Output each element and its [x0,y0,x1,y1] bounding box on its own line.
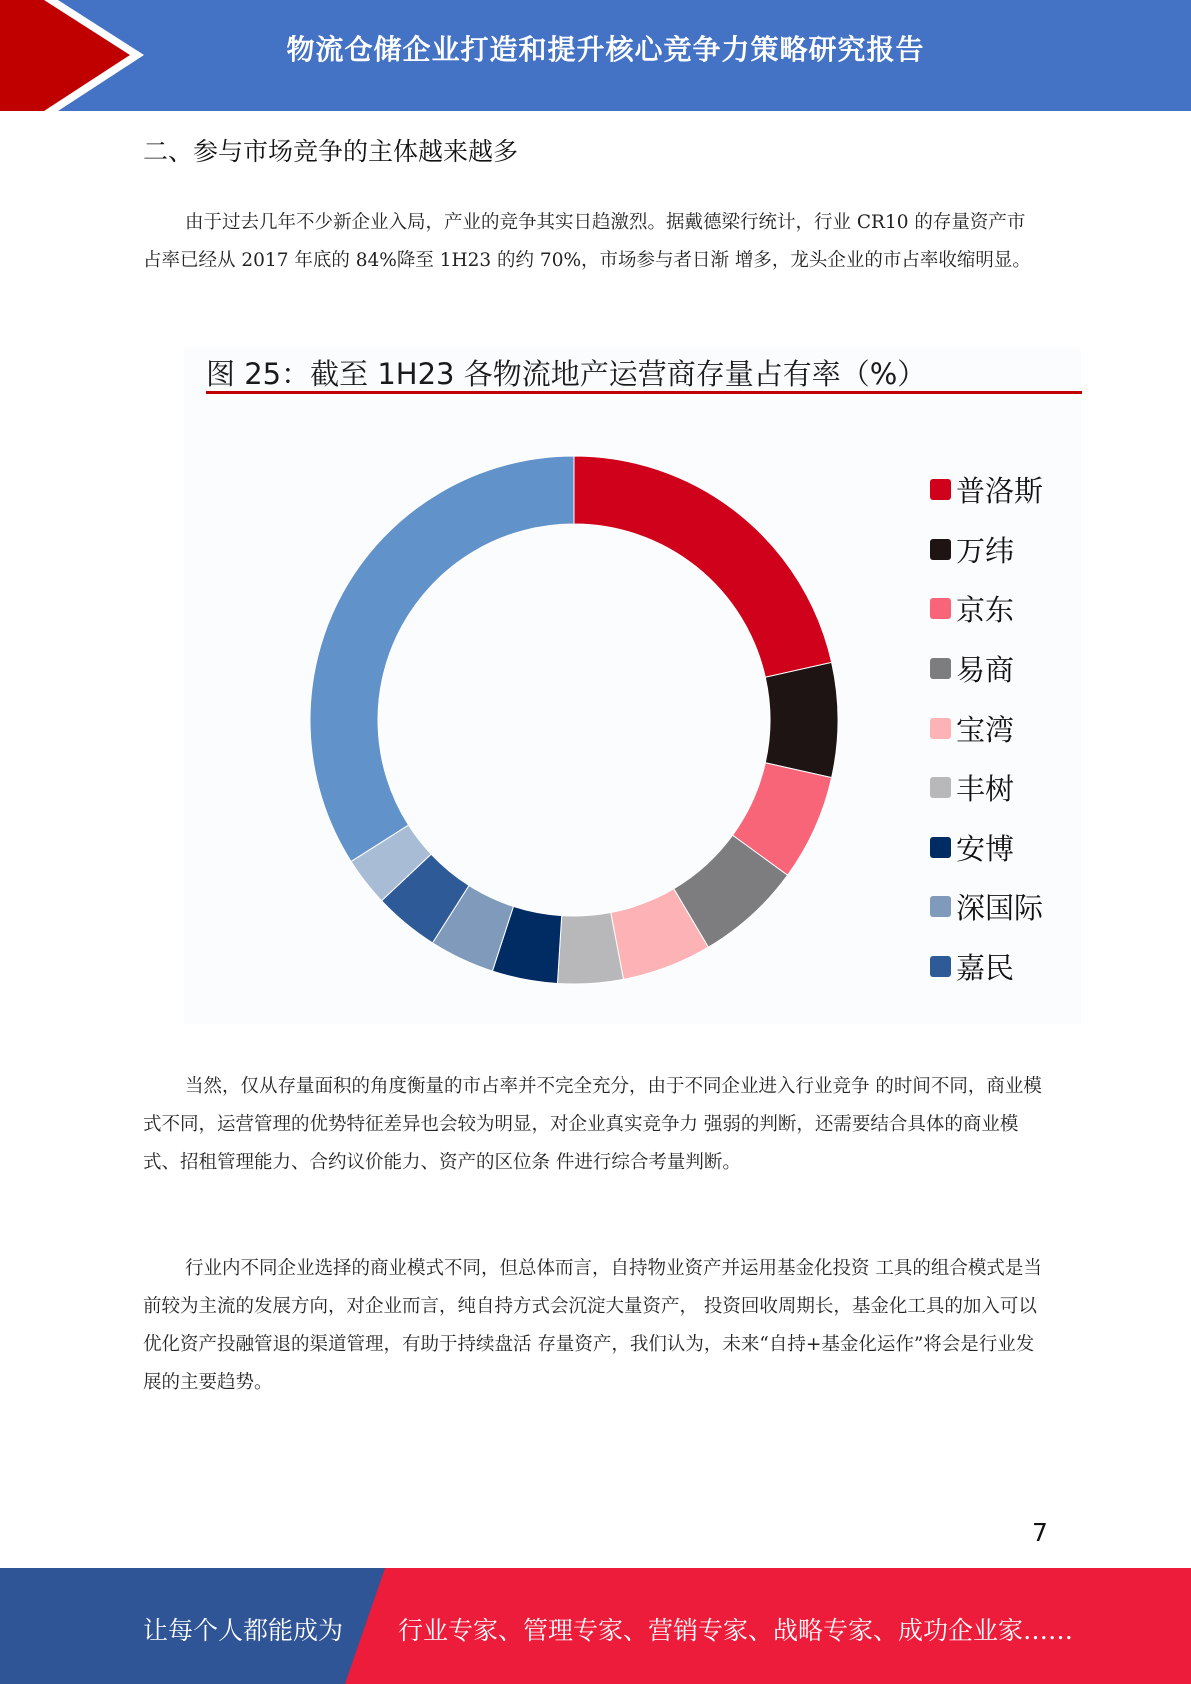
footer-slogan-left: 让每个人都能成为 [143,1616,344,1645]
donut-slice-万纬 [765,662,838,777]
section-heading: 二、参与市场竞争的主体越来越多 [143,137,519,166]
legend-swatch [930,718,951,739]
legend-item [930,937,1043,997]
legend-swatch [930,956,951,977]
donut-slice-other-10 [310,456,574,861]
legend-swatch [930,777,951,798]
legend-item [930,877,1043,937]
footer-slogan-right: 行业专家、管理专家、营销专家、战略专家、成功企业家…… [398,1616,1074,1645]
legend-item [930,698,1043,758]
legend-label: 易商 [956,653,1015,688]
legend-item [930,758,1043,818]
legend-item [930,639,1043,699]
chart-legend [930,460,1043,996]
report-title: 物流仓储企业打造和提升核心竞争力策略研究报告 [286,33,925,66]
legend-swatch [930,837,951,858]
legend-swatch [930,896,951,917]
legend-label: 宝湾 [956,712,1015,747]
page-number: 7 [1032,1518,1048,1547]
legend-item [930,579,1043,639]
legend-label: 万纬 [956,533,1015,568]
legend-item [930,520,1043,580]
legend-label: 深国际 [956,891,1044,926]
legend-label: 普洛斯 [956,474,1044,509]
paragraph-intro: 由于过去几年不少新企业入局，产业的竞争其实日趋激烈。据戴德梁行统计，行业 CR10 的存量资产市占率已经从 2017 年底的 84%降至 1H23 的约 70%，市场参与者日渐 增多，龙头企业的市占率收缩明显。 [143,212,1031,271]
page-footer [0,1568,1191,1684]
legend-swatch [930,479,951,500]
donut-slice-普洛斯 [574,456,832,677]
legend-label: 丰树 [956,772,1015,807]
legend-swatch [930,598,951,619]
paragraph-conclusion: 行业内不同企业选择的商业模式不同，但总体而言，自持物业资产并运用基金化投资 工具的组合模式是当前较为主流的发展方向，对企业而言，纯自持方式会沉淀大量资产， 投资回收周期长，基金化工具的加入可以优化资产投融管退的渠道管理，有助于持续盘活 存量资产，我们认为，未来“自持+基金化运作”将会是行业发展的主要趋势。 [143,1258,1042,1393]
legend-label: 京东 [956,593,1015,628]
legend-label: 嘉民 [956,951,1015,986]
legend-swatch [930,658,951,679]
legend-label: 安博 [956,831,1015,866]
legend-item [930,460,1043,520]
figure-title: 图 25：截至 1H23 各物流地产运营商存量占有率（%） [206,357,927,391]
page-header [0,0,1191,111]
legend-item [930,818,1043,878]
legend-swatch [930,539,951,560]
figure-25 [184,348,1081,1024]
paragraph-analysis: 当然，仅从存量面积的角度衡量的市占率并不完全充分，由于不同企业进入行业竞争 的时间不同，商业模式不同，运营管理的优势特征差异也会较为明显，对企业真实竞争力 强弱的判断，还需要结合具体的商业模式、招租管理能力、合约议价能力、资产的区位条 件进行综合考量判断。 [143,1076,1042,1173]
